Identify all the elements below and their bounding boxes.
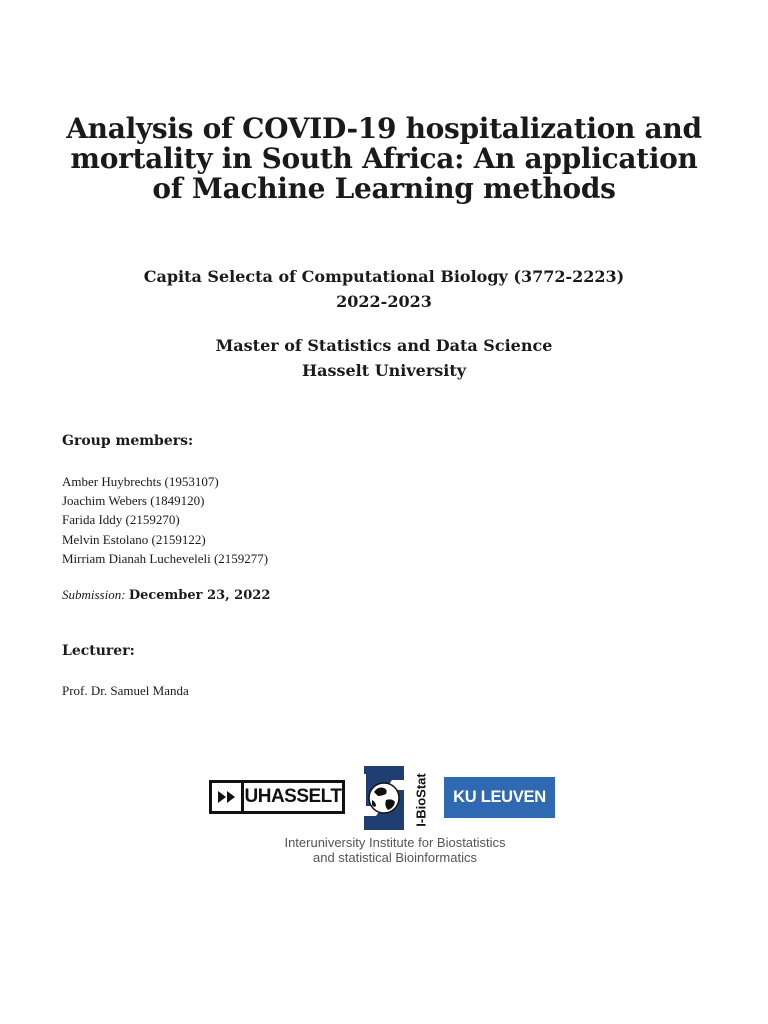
group-member: Mirriam Dianah Lucheveleli (2159277) [62, 550, 269, 566]
group-members-list [62, 472, 268, 568]
submission-label: Submission: [62, 587, 126, 602]
institute-caption-line-2: and statistical Bioinformatics [312, 850, 477, 865]
university-name: Hasselt University [301, 361, 467, 380]
submission-date: December 23, 2022 [128, 588, 271, 603]
uhasselt-wordmark: UHASSELT [244, 786, 342, 807]
academic-year: 2022-2023 [336, 292, 432, 311]
institute-caption-line-1: Interuniversity Institute for Biostatistics [284, 835, 506, 850]
group-member: Amber Huybrechts (1953107) [62, 474, 219, 489]
title-line-1: Analysis of COVID-19 hospitalization and [66, 112, 702, 145]
ibiostat-wordmark: I-BioStat [413, 773, 429, 827]
submission-line [62, 586, 270, 605]
course-info [40, 264, 728, 314]
kuleuven-wordmark: KU LEUVEN [453, 788, 546, 806]
uhasselt-logo [209, 780, 345, 814]
fast-forward-icon [212, 783, 244, 811]
kuleuven-logo [444, 777, 555, 818]
title-line-2: mortality in South Africa: An application [70, 142, 698, 175]
group-member: Farida Iddy (2159270) [62, 512, 180, 528]
lecturer-name: Prof. Dr. Samuel Manda [62, 683, 189, 698]
course-name: Capita Selecta of Computational Biology (3772-2223) [143, 267, 625, 286]
program-info [40, 333, 728, 383]
group-members-heading: Group members: [62, 433, 194, 449]
group-member: Joachim Webers (1849120) [62, 493, 205, 509]
title-line-3: of Machine Learning methods [152, 172, 616, 205]
lecturer-heading: Lecturer: [62, 643, 135, 659]
group-member: Melvin Estolano (2159122) [62, 531, 206, 547]
document-title [40, 114, 728, 204]
degree-name: Master of Statistics and Data Science [215, 336, 553, 355]
institute-caption [200, 835, 590, 865]
